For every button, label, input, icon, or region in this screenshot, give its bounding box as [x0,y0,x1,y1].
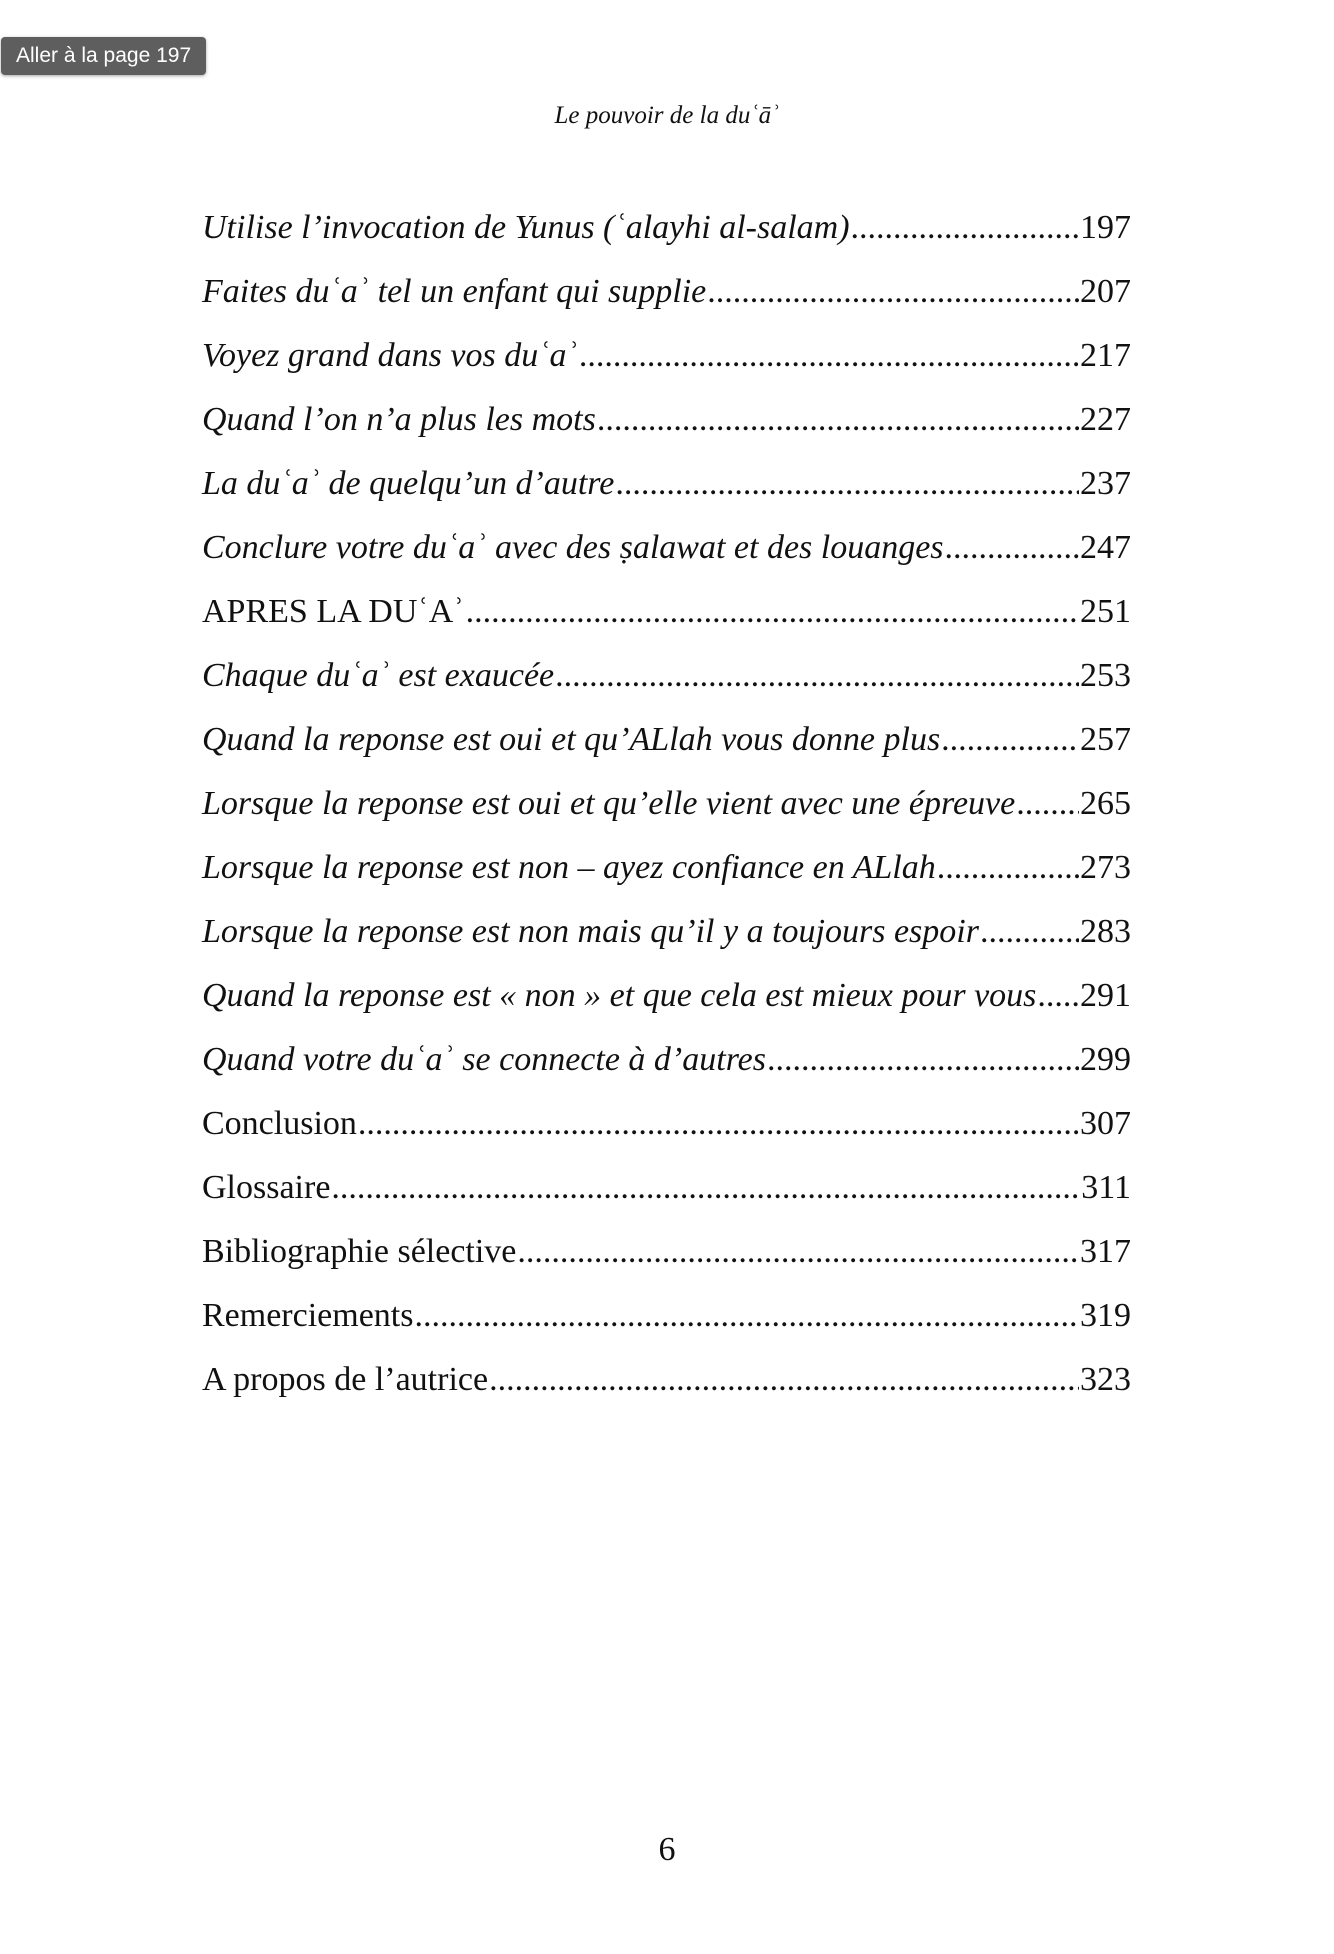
toc-entry-title[interactable]: Conclusion [202,1105,357,1142]
dot-leader [489,1348,1079,1412]
dot-leader [1016,772,1079,836]
toc-entry-title[interactable]: Chaque duʿaʾ est exaucée [202,657,555,694]
dot-leader [707,260,1079,324]
toc-entry[interactable] [202,260,1131,324]
toc-entry[interactable] [202,708,1131,772]
toc-entry-title[interactable]: Remerciements [202,1297,414,1334]
dot-leader [767,1028,1079,1092]
toc-entry-title[interactable]: Quand votre duʿaʾ se connecte à d’autres [202,1041,766,1078]
toc-entry-page[interactable]: 265 [1080,785,1131,822]
dot-leader [414,1284,1079,1348]
toc-entry-page[interactable]: 291 [1080,977,1131,1014]
toc-entry-title[interactable]: La duʿaʾ de quelqu’un d’autre [202,465,615,502]
dot-leader [851,196,1079,260]
toc-entry-page[interactable]: 323 [1080,1361,1131,1398]
dot-leader [597,388,1079,452]
toc-entry[interactable] [202,1092,1131,1156]
toc-entry-title[interactable]: Quand la reponse est « non » et que cela est mieux pour vous [202,977,1037,1014]
toc-entry[interactable] [202,1028,1131,1092]
dot-leader [579,324,1079,388]
toc-entry-page[interactable]: 237 [1080,465,1131,502]
toc-entry-page[interactable]: 227 [1080,401,1131,438]
toc-entry-page[interactable]: 217 [1080,337,1131,374]
dot-leader [937,836,1079,900]
dot-leader [358,1092,1079,1156]
toc-entry[interactable] [202,452,1131,516]
dot-leader [555,644,1079,708]
toc-entry-page[interactable]: 247 [1080,529,1131,566]
dot-leader [980,900,1079,964]
toc-entry[interactable] [202,900,1131,964]
toc-entry[interactable] [202,1284,1131,1348]
toc-entry[interactable] [202,772,1131,836]
toc-entry-title[interactable]: Bibliographie sélective [202,1233,517,1270]
toc-entry[interactable] [202,1156,1131,1220]
toc-entry[interactable] [202,580,1131,644]
toc-entry-page[interactable]: 207 [1080,273,1131,310]
toc-entry-page[interactable]: 283 [1080,913,1131,950]
toc-entry-title[interactable]: Lorsque la reponse est non mais qu’il y a toujours espoir [202,913,979,950]
toc-entry-title[interactable]: A propos de l’autrice [202,1361,489,1398]
toc-entry-title[interactable]: Quand la reponse est oui et qu’ALlah vous donne plus [202,721,941,758]
toc-entry-title[interactable]: APRES LA DUʿAʾ [202,593,465,630]
toc-entry-title[interactable]: Lorsque la reponse est oui et qu’elle vient avec une épreuve [202,785,1016,822]
toc-entry[interactable] [202,388,1131,452]
dot-leader [1037,964,1079,1028]
toc-entry-page[interactable]: 273 [1080,849,1131,886]
dot-leader [331,1156,1080,1220]
toc-entry-page[interactable]: 253 [1080,657,1131,694]
dot-leader [945,516,1079,580]
toc-entry[interactable] [202,1348,1131,1412]
toc-entry[interactable] [202,516,1131,580]
toc-entry-page[interactable]: 317 [1080,1233,1131,1270]
toc-entry-page[interactable]: 251 [1080,593,1131,630]
dot-leader [615,452,1079,516]
dot-leader [941,708,1079,772]
toc-entry-title[interactable]: Faites duʿaʾ tel un enfant qui supplie [202,273,707,310]
toc-entry-page[interactable]: 307 [1080,1105,1131,1142]
toc-entry-title[interactable]: Glossaire [202,1169,331,1206]
toc-entry[interactable] [202,324,1131,388]
go-to-page-tooltip: Aller à la page 197 [1,37,206,75]
toc-entry-page[interactable]: 197 [1080,209,1131,246]
toc-entry[interactable] [202,836,1131,900]
toc-entry-title[interactable]: Voyez grand dans vos duʿaʾ [202,337,578,374]
toc-entry-title[interactable]: Quand l’on n’a plus les mots [202,401,596,438]
toc-entry-title[interactable]: Conclure votre duʿaʾ avec des ṣalawat et des louanges [202,529,944,566]
dot-leader [466,580,1079,644]
toc-entry[interactable] [202,964,1131,1028]
toc-entry-page[interactable]: 319 [1080,1297,1131,1334]
dot-leader [517,1220,1079,1284]
toc-entry-page[interactable]: 299 [1080,1041,1131,1078]
toc-entry-page[interactable]: 257 [1080,721,1131,758]
page-number: 6 [658,1831,676,1868]
toc-entry[interactable] [202,196,1131,260]
toc-entry[interactable] [202,1220,1131,1284]
table-of-contents [202,196,1131,1412]
toc-entry[interactable] [202,644,1131,708]
running-header: Le pouvoir de la duʿāʾ [554,102,780,129]
toc-entry-page[interactable]: 311 [1081,1169,1131,1206]
toc-entry-title[interactable]: Utilise l’invocation de Yunus (ʿalayhi al-salam) [202,209,850,246]
toc-entry-title[interactable]: Lorsque la reponse est non – ayez confiance en ALlah [202,849,936,886]
